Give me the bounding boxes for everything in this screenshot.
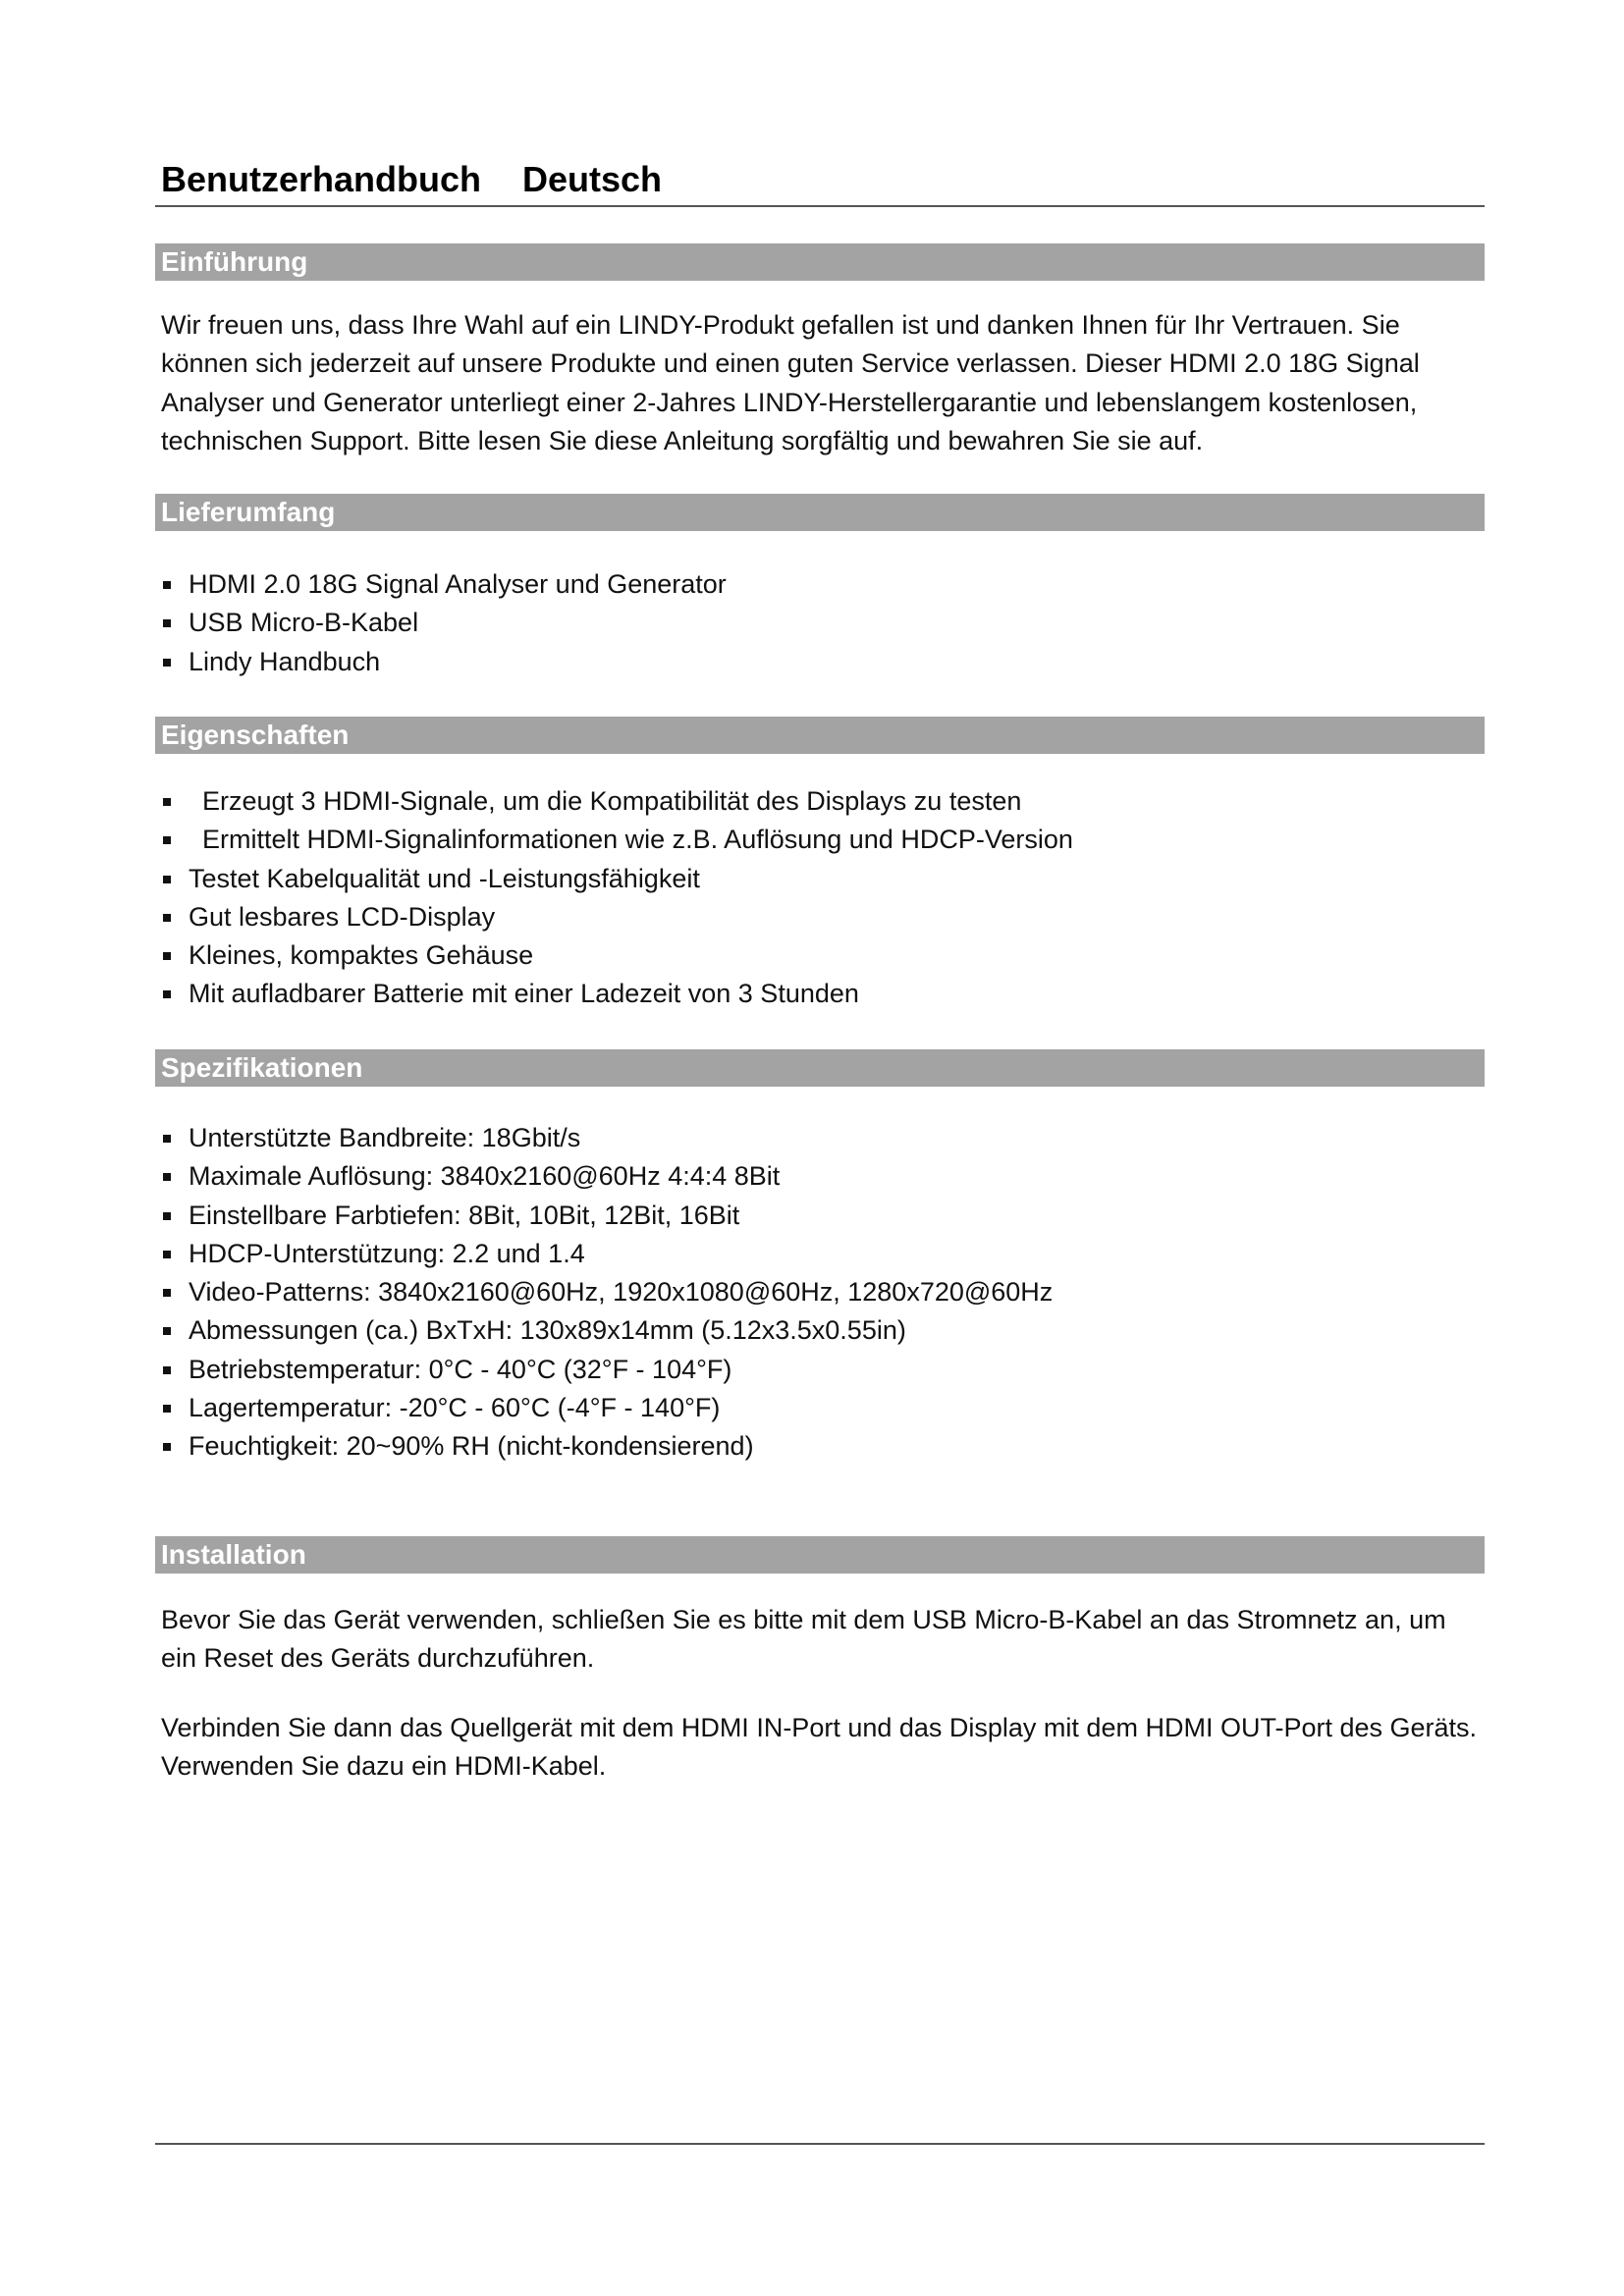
list-item: Maximale Auflösung: 3840x2160@60Hz 4:4:4 8Bit bbox=[161, 1157, 1053, 1196]
section-heading-intro: Einführung bbox=[155, 243, 1485, 281]
list-item: Einstellbare Farbtiefen: 8Bit, 10Bit, 12Bit, 16Bit bbox=[161, 1197, 1053, 1235]
list-item: HDCP-Unterstützung: 2.2 und 1.4 bbox=[161, 1235, 1053, 1273]
page-title bbox=[161, 159, 662, 200]
installation-paragraph-2: Verbinden Sie dann das Quellgerät mit dem HDMI IN-Port und das Display mit dem HDMI OUT-Port des Geräts. Verwenden Sie dazu ein HDMI-Kabel. bbox=[161, 1713, 1478, 1782]
list-item: Mit aufladbarer Batterie mit einer Ladezeit von 3 Stunden bbox=[161, 975, 1073, 1013]
features-list bbox=[161, 782, 1073, 1014]
specs-list bbox=[161, 1119, 1053, 1467]
list-item: Gut lesbares LCD-Display bbox=[161, 898, 1073, 936]
list-item: Lagertemperatur: -20°C - 60°C (-4°F - 140°F) bbox=[161, 1389, 1053, 1427]
section-heading-specs: Spezifikationen bbox=[155, 1049, 1485, 1087]
list-item: Feuchtigkeit: 20~90% RH (nicht-kondensierend) bbox=[161, 1427, 1053, 1466]
list-item: Kleines, kompaktes Gehäuse bbox=[161, 936, 1073, 975]
package-list bbox=[161, 565, 727, 681]
section-heading-package: Lieferumfang bbox=[155, 494, 1485, 531]
list-item: Lindy Handbuch bbox=[161, 643, 727, 681]
installation-paragraph-1: Bevor Sie das Gerät verwenden, schließen Sie es bitte mit dem USB Micro-B-Kabel an das Stromnetz an, um ein Reset des Geräts durchzuführen. bbox=[161, 1605, 1446, 1674]
section-heading-installation: Installation bbox=[155, 1536, 1485, 1574]
list-item: Testet Kabelqualität und -Leistungsfähigkeit bbox=[161, 860, 1073, 898]
intro-paragraph: Wir freuen uns, dass Ihre Wahl auf ein LINDY-Produkt gefallen ist und danken Ihnen für Ihr Vertrauen. Sie können sich jederzeit auf unsere Produkte und einen guten Service verlassen. Dieser HDMI 2.0 18G Signal Analyser und Generator unterliegt einer 2-Jahres LINDY-Herstellergarantie und lebenslangem kostenlosen, technischen Support. Bitte lesen Sie diese Anleitung sorgfältig und bewahren Sie sie auf. bbox=[161, 310, 1420, 455]
footer-divider bbox=[155, 2143, 1485, 2145]
list-item: Abmessungen (ca.) BxTxH: 130x89x14mm (5.12x3.5x0.55in) bbox=[161, 1311, 1053, 1350]
list-item: Ermittelt HDMI-Signalinformationen wie z.B. Auflösung und HDCP-Version bbox=[161, 821, 1073, 859]
list-item: Video-Patterns: 3840x2160@60Hz, 1920x1080@60Hz, 1280x720@60Hz bbox=[161, 1273, 1053, 1311]
list-item: Betriebstemperatur: 0°C - 40°C (32°F - 104°F) bbox=[161, 1351, 1053, 1389]
header-divider bbox=[155, 205, 1485, 207]
list-item: Erzeugt 3 HDMI-Signale, um die Kompatibilität des Displays zu testen bbox=[161, 782, 1073, 821]
list-item: USB Micro-B-Kabel bbox=[161, 604, 727, 642]
list-item: Unterstützte Bandbreite: 18Gbit/s bbox=[161, 1119, 1053, 1157]
title-language: Deutsch bbox=[522, 159, 663, 199]
section-heading-features: Eigenschaften bbox=[155, 717, 1485, 754]
title-main: Benutzerhandbuch bbox=[161, 159, 482, 199]
list-item: HDMI 2.0 18G Signal Analyser und Generator bbox=[161, 565, 727, 604]
